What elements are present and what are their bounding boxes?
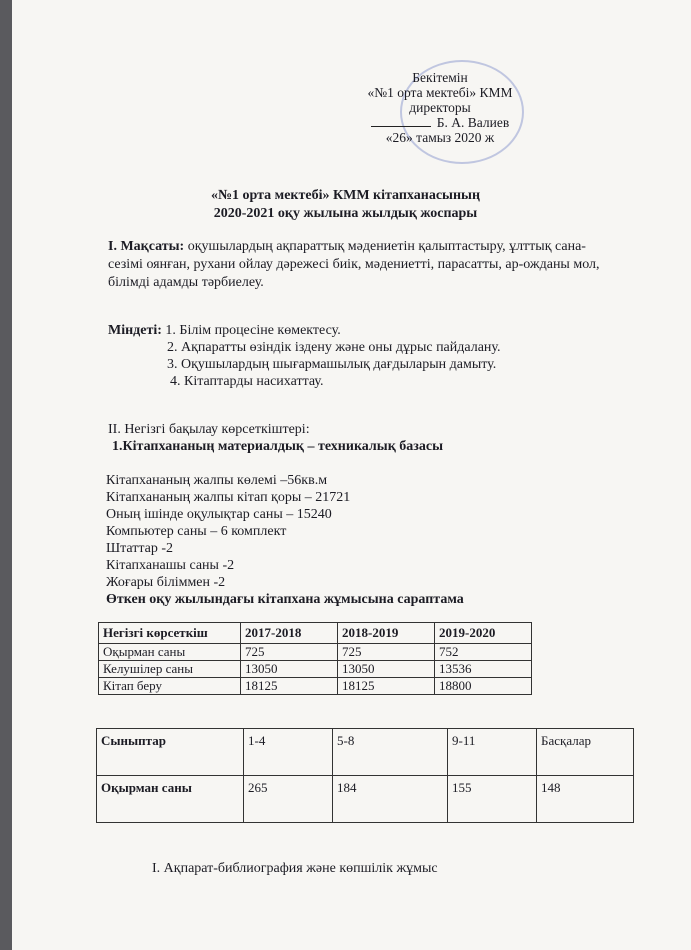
approval-line1: Бекітемін [412,70,468,85]
table-cell: Оқырман саны [97,776,244,823]
goal-line1 [108,238,586,255]
page-edge-shadow [0,0,12,950]
goal-text1: оқушылардың ақпараттық мәдениетін қалыптастыру, ұлттық сана- [187,239,586,254]
table-row [99,678,532,695]
document-title-line2: 2020-2021 оқу жылына жылдық жоспары [213,206,478,221]
task-item: 2. Ақпаратты өзіндік іздену және оны дұрыс пайдалану. [167,340,501,355]
stat-line: Компьютер саны – 6 комплект [106,524,287,539]
goal-label: І. Мақсаты: [108,239,185,254]
table-cell: Оқырман саны [99,644,241,661]
approval-line4 [335,115,545,130]
tasks-label: Міндеті: [108,323,162,338]
table-cell: 13536 [435,661,532,678]
section2-subheading: 1.Кітапхананың материалдық – техникалық базасы [112,439,444,454]
approval-line3: директоры [409,100,471,115]
table-cell: 184 [333,776,448,823]
approval-line2: «№1 орта мектебі» КММ [367,85,513,100]
table-header-cell: Басқалар [537,729,634,776]
table-row [99,644,532,661]
goal-line3: білімді адамды тәрбиелеу. [108,275,264,290]
table-header-cell: 2018-2019 [338,623,435,644]
table-header-row [97,729,634,776]
table-header-row [99,623,532,644]
goal-line2: сезімі оянған, рухани ойлау дәрежесі биік, мәдениетті, парасатты, ар-ожданы мол, [108,257,600,272]
table-cell: 13050 [338,661,435,678]
table-cell: 13050 [241,661,338,678]
task-item: 1. Білім процесіне көмектесу. [165,323,341,338]
table-row [99,661,532,678]
table-cell: 155 [448,776,537,823]
table-row [97,776,634,823]
readers-by-grade-table [96,728,634,823]
table-cell: 265 [244,776,333,823]
analysis-heading: Өткен оқу жылындағы кітапхана жұмысына сараптама [106,592,464,607]
table-cell: 18800 [435,678,532,695]
stat-line: Оның ішінде оқулықтар саны – 15240 [106,507,332,522]
stat-line: Жоғары біліммен -2 [106,575,226,590]
document-title-line1: «№1 орта мектебі» КММ кітапханасының [210,188,481,203]
stat-line: Штаттар -2 [106,541,174,556]
approval-block [335,70,545,145]
tasks-line1 [108,322,341,339]
table-cell: 18125 [338,678,435,695]
table-header-cell: 2019-2020 [435,623,532,644]
approval-line5: «26» тамыз 2020 ж [385,130,495,145]
table-header-cell: 1-4 [244,729,333,776]
indicators-table [98,622,532,695]
section2-heading: ІІ. Негізгі бақылау көрсеткіштері: [108,422,310,437]
table-cell: 148 [537,776,634,823]
table-header-cell: Сыныптар [97,729,244,776]
table-header-cell: 9-11 [448,729,537,776]
table-cell: 725 [338,644,435,661]
table-cell: 752 [435,644,532,661]
task-item: 3. Оқушылардың шығармашылық дағдыларын дамыту. [167,357,497,372]
task-item: 4. Кітаптарды насихаттау. [170,374,324,389]
table-cell: Кітап беру [99,678,241,695]
stat-line: Кітапхананың жалпы кітап қоры – 21721 [106,490,351,505]
table-header-cell: 2017-2018 [241,623,338,644]
table-cell: 18125 [241,678,338,695]
stat-line: Кітапханашы саны -2 [106,558,235,573]
stat-line: Кітапхананың жалпы көлемі –56кв.м [106,473,328,488]
table-cell: Келушілер саны [99,661,241,678]
section1-heading: І. Ақпарат-библиография және көпшілік жұмыс [152,861,438,876]
table-header-cell: 5-8 [333,729,448,776]
table-cell: 725 [241,644,338,661]
table-header-cell: Негізгі көрсеткіш [99,623,241,644]
director-name: Б. А. Валиев [436,115,510,130]
